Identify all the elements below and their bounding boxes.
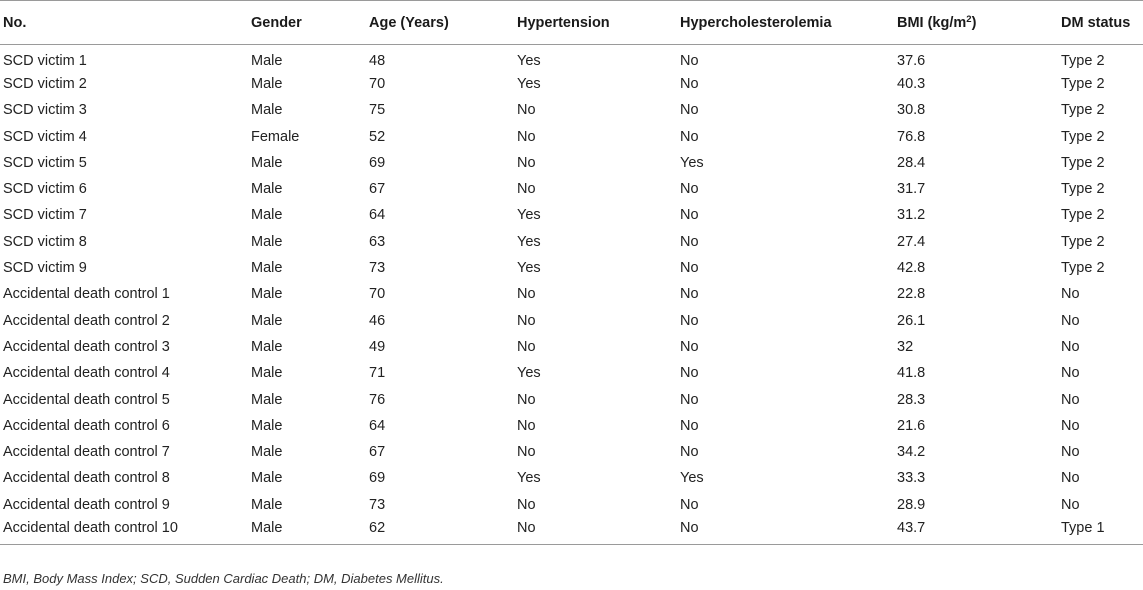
header-superscript: 2 (966, 13, 972, 25)
cell-id: SCD victim 4 (3, 128, 87, 145)
cell-id: Accidental death control 4 (3, 365, 170, 382)
cell-age: 69 (369, 154, 386, 171)
header-suffix: ) (971, 14, 977, 31)
cell-dm-status: No (1061, 338, 1080, 355)
cell-hypertension: No (514, 518, 677, 544)
cell-hypertension: No (517, 496, 536, 513)
cell-hypertension: Yes (517, 52, 541, 69)
cell-age: 62 (366, 518, 514, 544)
cell-age: 70 (369, 75, 386, 92)
cell-age: 73 (369, 496, 386, 513)
cell-hypertension: Yes (517, 470, 541, 487)
table-row (0, 202, 1143, 228)
cell-dm-status: No (1061, 286, 1080, 303)
header-label: Gender (251, 14, 302, 31)
cell-id: Accidental death control 9 (3, 496, 170, 513)
cell-bmi: 37.6 (897, 52, 926, 69)
table-row (0, 123, 1143, 149)
cell-hypercholesterolemia: No (680, 444, 699, 461)
cell-hypercholesterolemia: No (680, 207, 699, 224)
table-header-row (0, 1, 1143, 45)
cell-gender: Male (251, 391, 283, 408)
table-row (0, 413, 1143, 439)
cell-dm-status: Type 2 (1061, 52, 1105, 69)
column-header-age (366, 1, 514, 45)
table-row (0, 97, 1143, 123)
table-row (0, 150, 1143, 176)
cell-hypercholesterolemia: No (680, 417, 699, 434)
header-label: BMI (kg/m (897, 14, 967, 31)
cell-hypertension: No (517, 102, 536, 119)
cell-age: 64 (369, 417, 386, 434)
cell-age: 70 (369, 286, 386, 303)
header-label: No. (3, 14, 27, 31)
cell-age: 49 (369, 338, 386, 355)
cell-dm-status: No (1061, 365, 1080, 382)
cell-dm-status: Type 2 (1061, 181, 1105, 198)
cell-hypercholesterolemia: No (680, 286, 699, 303)
cell-id: Accidental death control 7 (3, 444, 170, 461)
cell-dm-status: Type 2 (1061, 154, 1105, 171)
cell-hypercholesterolemia: No (680, 233, 699, 250)
cell-bmi: 76.8 (897, 128, 926, 145)
table-row (0, 281, 1143, 307)
cell-id: SCD victim 6 (3, 181, 87, 198)
table-row (0, 518, 1143, 544)
cell-age: 73 (369, 260, 386, 277)
cell-gender: Male (251, 181, 283, 198)
cell-hypercholesterolemia: Yes (680, 154, 704, 171)
cell-bmi: 41.8 (897, 365, 926, 382)
cell-id: Accidental death control 2 (3, 312, 170, 329)
table-row (0, 45, 1143, 71)
cell-hypertension: No (517, 128, 536, 145)
cell-bmi: 21.6 (897, 417, 926, 434)
cell-dm-status: No (1061, 496, 1080, 513)
cell-gender: Male (251, 312, 283, 329)
cell-hypertension: No (517, 181, 536, 198)
cell-hypercholesterolemia: No (680, 338, 699, 355)
cell-dm-status: Type 2 (1061, 128, 1105, 145)
cell-gender: Male (251, 102, 283, 119)
cell-dm-status: No (1061, 470, 1080, 487)
column-header-hypercholesterolemia (677, 1, 894, 45)
cell-bmi: 27.4 (897, 233, 926, 250)
cell-age: 64 (369, 207, 386, 224)
cell-bmi: 32 (897, 338, 914, 355)
cell-hypercholesterolemia: No (680, 496, 699, 513)
cell-hypercholesterolemia: No (680, 128, 699, 145)
cell-hypercholesterolemia: No (680, 365, 699, 382)
cell-age: 46 (369, 312, 386, 329)
cell-bmi: 40.3 (897, 75, 926, 92)
cell-hypertension: No (517, 417, 536, 434)
table-row (0, 360, 1143, 386)
cell-bmi: 28.9 (897, 496, 926, 513)
cell-bmi: 42.8 (897, 260, 926, 277)
header-label: DM status (1061, 14, 1131, 31)
cell-dm-status: No (1061, 312, 1080, 329)
cell-hypertension: Yes (517, 365, 541, 382)
cell-id: Accidental death control 10 (0, 518, 248, 544)
cell-id: Accidental death control 1 (3, 286, 170, 303)
cell-dm-status: Type 2 (1061, 102, 1105, 119)
table-body (0, 45, 1143, 545)
cell-hypertension: No (517, 391, 536, 408)
cell-dm-status: Type 2 (1061, 75, 1105, 92)
cell-age: 69 (369, 470, 386, 487)
table-row (0, 71, 1143, 97)
cell-hypercholesterolemia: No (680, 52, 699, 69)
cell-id: Accidental death control 6 (3, 417, 170, 434)
column-header-bmi (894, 1, 1058, 45)
cell-id: SCD victim 1 (3, 52, 87, 69)
cell-age: 76 (369, 391, 386, 408)
cell-id: SCD victim 5 (3, 154, 87, 171)
cell-dm-status: Type 2 (1061, 260, 1105, 277)
table-row (0, 492, 1143, 518)
column-header-no (0, 1, 248, 45)
cell-gender: Female (251, 128, 300, 145)
header-label: Age (Years) (369, 14, 449, 31)
cell-hypercholesterolemia: No (680, 312, 699, 329)
cell-bmi: 22.8 (897, 286, 926, 303)
cell-age: 71 (369, 365, 386, 382)
cell-dm-status: Type 1 (1058, 518, 1143, 544)
cell-gender: Male (251, 286, 283, 303)
cell-hypercholesterolemia: Yes (680, 470, 704, 487)
cell-hypertension: Yes (517, 260, 541, 277)
cell-hypercholesterolemia: No (680, 181, 699, 198)
cell-gender: Male (251, 417, 283, 434)
cell-hypercholesterolemia: No (677, 518, 894, 544)
cell-bmi: 26.1 (897, 312, 926, 329)
cell-age: 67 (369, 444, 386, 461)
cell-bmi: 28.4 (897, 154, 926, 171)
cell-id: SCD victim 2 (3, 75, 87, 92)
cell-bmi: 43.7 (894, 518, 1058, 544)
cell-hypercholesterolemia: No (680, 260, 699, 277)
cell-gender: Male (251, 52, 283, 69)
column-header-dm-status (1058, 1, 1143, 45)
cell-hypertension: Yes (517, 233, 541, 250)
cell-id: SCD victim 3 (3, 102, 87, 119)
cell-dm-status: No (1061, 391, 1080, 408)
cell-dm-status: No (1061, 444, 1080, 461)
cell-hypertension: No (517, 154, 536, 171)
table-row (0, 307, 1143, 333)
cell-id: SCD victim 8 (3, 233, 87, 250)
header-label: Hypertension (517, 14, 610, 31)
cell-dm-status: Type 2 (1061, 207, 1105, 224)
cell-hypertension: Yes (517, 207, 541, 224)
cell-hypertension: No (517, 286, 536, 303)
cell-id: Accidental death control 8 (3, 470, 170, 487)
cell-gender: Male (251, 260, 283, 277)
cell-gender: Male (251, 154, 283, 171)
table-row (0, 465, 1143, 491)
cell-age: 63 (369, 233, 386, 250)
cell-hypercholesterolemia: No (680, 391, 699, 408)
table-row (0, 386, 1143, 412)
cell-gender: Male (251, 75, 283, 92)
table-row (0, 334, 1143, 360)
cell-gender: Male (251, 365, 283, 382)
cell-bmi: 31.7 (897, 181, 926, 198)
cell-gender: Male (251, 233, 283, 250)
cell-age: 67 (369, 181, 386, 198)
cell-dm-status: No (1061, 417, 1080, 434)
cell-hypercholesterolemia: No (680, 102, 699, 119)
cell-bmi: 31.2 (897, 207, 926, 224)
cell-id: Accidental death control 5 (3, 391, 170, 408)
cell-dm-status: Type 2 (1061, 233, 1105, 250)
cell-bmi: 30.8 (897, 102, 926, 119)
cell-hypertension: No (517, 338, 536, 355)
cell-gender: Male (251, 470, 283, 487)
cell-bmi: 28.3 (897, 391, 926, 408)
column-header-hypertension (514, 1, 677, 45)
cell-gender: Male (251, 207, 283, 224)
table-footnote: BMI, Body Mass Index; SCD, Sudden Cardiac Death; DM, Diabetes Mellitus. (3, 571, 444, 586)
cell-id: SCD victim 9 (3, 260, 87, 277)
cell-age: 75 (369, 102, 386, 119)
cell-age: 52 (369, 128, 386, 145)
cell-age: 48 (369, 52, 386, 69)
cell-gender: Male (248, 518, 366, 544)
cell-hypertension: Yes (517, 75, 541, 92)
cell-hypertension: No (517, 444, 536, 461)
cell-gender: Male (251, 496, 283, 513)
table-row (0, 255, 1143, 281)
table-row (0, 229, 1143, 255)
cell-gender: Male (251, 444, 283, 461)
cell-id: Accidental death control 3 (3, 338, 170, 355)
table-row (0, 439, 1143, 465)
cell-hypercholesterolemia: No (680, 75, 699, 92)
cell-id: SCD victim 7 (3, 207, 87, 224)
cell-hypertension: No (517, 312, 536, 329)
column-header-gender (248, 1, 366, 45)
cell-gender: Male (251, 338, 283, 355)
header-label: Hypercholesterolemia (680, 14, 832, 31)
table-row (0, 176, 1143, 202)
cell-bmi: 34.2 (897, 444, 926, 461)
cell-bmi: 33.3 (897, 470, 926, 487)
